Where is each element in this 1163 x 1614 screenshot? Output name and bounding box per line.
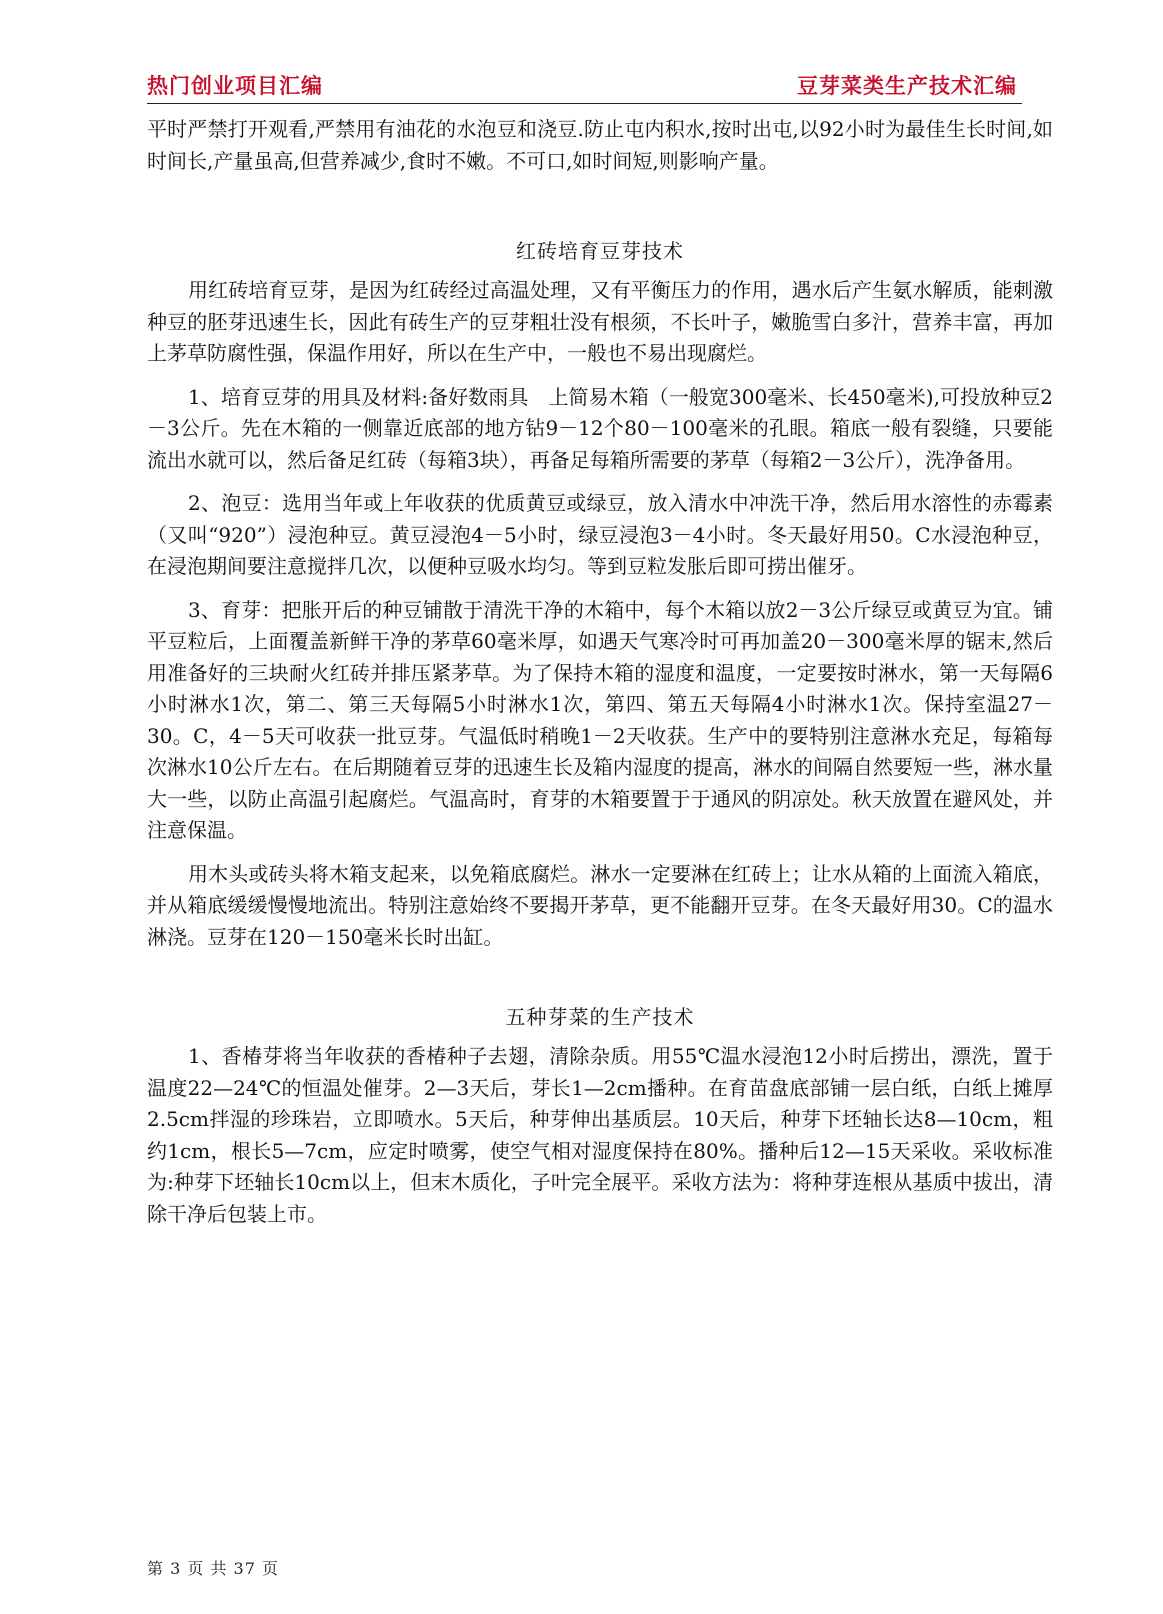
spacer <box>147 370 1053 382</box>
page-header <box>147 70 1017 100</box>
header-divider <box>147 103 1022 104</box>
paragraph: 用红砖培育豆芽，是因为红砖经过高温处理，又有平衡压力的作用，遇水后产生氨水解质，能刺激种豆的胚芽迅速生长，因此有砖生产的豆芽粗壮没有根须，不长叶子，嫩脆雪白多汁，营养丰富，再加上茅草防腐性强，保温作用好，所以在生产中，一般也不易出现腐烂。 <box>147 278 1053 365</box>
paragraph: 1、香椿芽将当年收获的香椿种子去翅，清除杂质。用55℃温水浸泡12小时后捞出，漂洗，置于温度22—24℃的恒温处催芽。2—3天后，芽长1—2cm播种。在育苗盘底部铺一层白纸，白纸上摊厚2.5cm拌湿的珍珠岩，立即喷水。5天后，种芽伸出基质层。10天后，种芽下坯轴长达8—10cm，粗约1cm，根长5—7cm，应定时喷雾，使空气相对湿度保持在80%。播种后12—15天采收。采收标准为:种芽下坯轴长10cm以上，但末木质化，子叶完全展平。采收方法为：将种芽连根从基质中拔出，清除干净后包装上市。 <box>147 1044 1053 1226</box>
spacer <box>147 177 1053 235</box>
paragraph: 2、泡豆：选用当年或上年收获的优质黄豆或绿豆，放入清水中冲洗干净，然后用水溶性的赤霉素（又叫“920”）浸泡种豆。黄豆浸泡4－5小时，绿豆浸泡3－4小时。冬天最好用50。C水浸泡种豆，在浸泡期间要注意搅拌几次，以便种豆吸水均匀。等到豆粒发胀后即可捞出催牙。 <box>147 491 1053 578</box>
spacer <box>147 953 1053 1001</box>
intro-paragraph: 平时严禁打开观看,严禁用有油花的水泡豆和浇豆.防止屯内积水,按时出屯,以92小时为最佳生长时间,如时间长,产量虽高,但营养减少,食时不嫩。不可口,如时间短,则影响产量。 <box>147 117 1053 173</box>
spacer <box>147 847 1053 859</box>
spacer <box>147 264 1053 275</box>
header-left-title: 热门创业项目汇编 <box>147 74 323 98</box>
spacer <box>147 476 1053 488</box>
spacer <box>147 583 1053 595</box>
section-title-five-sprouts: 五种芽菜的生产技术 <box>505 1005 695 1029</box>
spacer <box>147 1030 1053 1041</box>
page-content <box>147 114 1053 1230</box>
page-number-footer: 第 3 页 共 37 页 <box>147 1559 279 1578</box>
paragraph: 1、培育豆芽的用具及材料:备好数雨具 上简易木箱（一般宽300毫米、长450毫米),可投放种豆2－3公斤。先在木箱的一侧靠近底部的地方钻9－12个80－100毫米的孔眼。箱底一般有裂缝，只要能流出水就可以，然后备足红砖（每箱3块），再备足每箱所需要的茅草（每箱2－3公斤），洗净备用。 <box>147 384 1053 472</box>
paragraph: 3、育芽：把胀开后的种豆铺散于清洗干净的木箱中，每个木箱以放2－3公斤绿豆或黄豆为宜。铺平豆粒后，上面覆盖新鲜干净的茅草60毫米厚，如遇天气寒冷时可再加盖20－300毫米厚的锯末,然后用准备好的三块耐火红砖并排压紧茅草。为了保持木箱的湿度和温度，一定要按时淋水，第一天每隔6小时淋水1次，第二、第三天每隔5小时淋水1次，第四、第五天每隔4小时淋水1次。保持室温27－30。C，4－5天可收获一批豆芽。气温低时稍晚1－2天收获。生产中的要特别注意淋水充足，每箱每次淋水10公斤左右。在后期随着豆芽的迅速生长及箱内湿度的提高，淋水的间隔自然要短一些，淋水量大一些，以防止高温引起腐烂。气温高时，育芽的木箱要置于于通风的阴凉处。秋天放置在避风处，并注意保温。 <box>147 597 1053 842</box>
header-right-title: 豆芽菜类生产技术汇编 <box>797 74 1017 98</box>
section-title-red-brick: 红砖培育豆芽技术 <box>516 239 684 263</box>
paragraph: 用木头或砖头将木箱支起来，以免箱底腐烂。淋水一定要淋在红砖上；让水从箱的上面流入箱底，并从箱底缓缓慢慢地流出。特别注意始终不要揭开茅草，更不能翻开豆芽。在冬天最好用30。C的温水淋浇。豆芽在120－150毫米长时出缸。 <box>147 861 1053 949</box>
